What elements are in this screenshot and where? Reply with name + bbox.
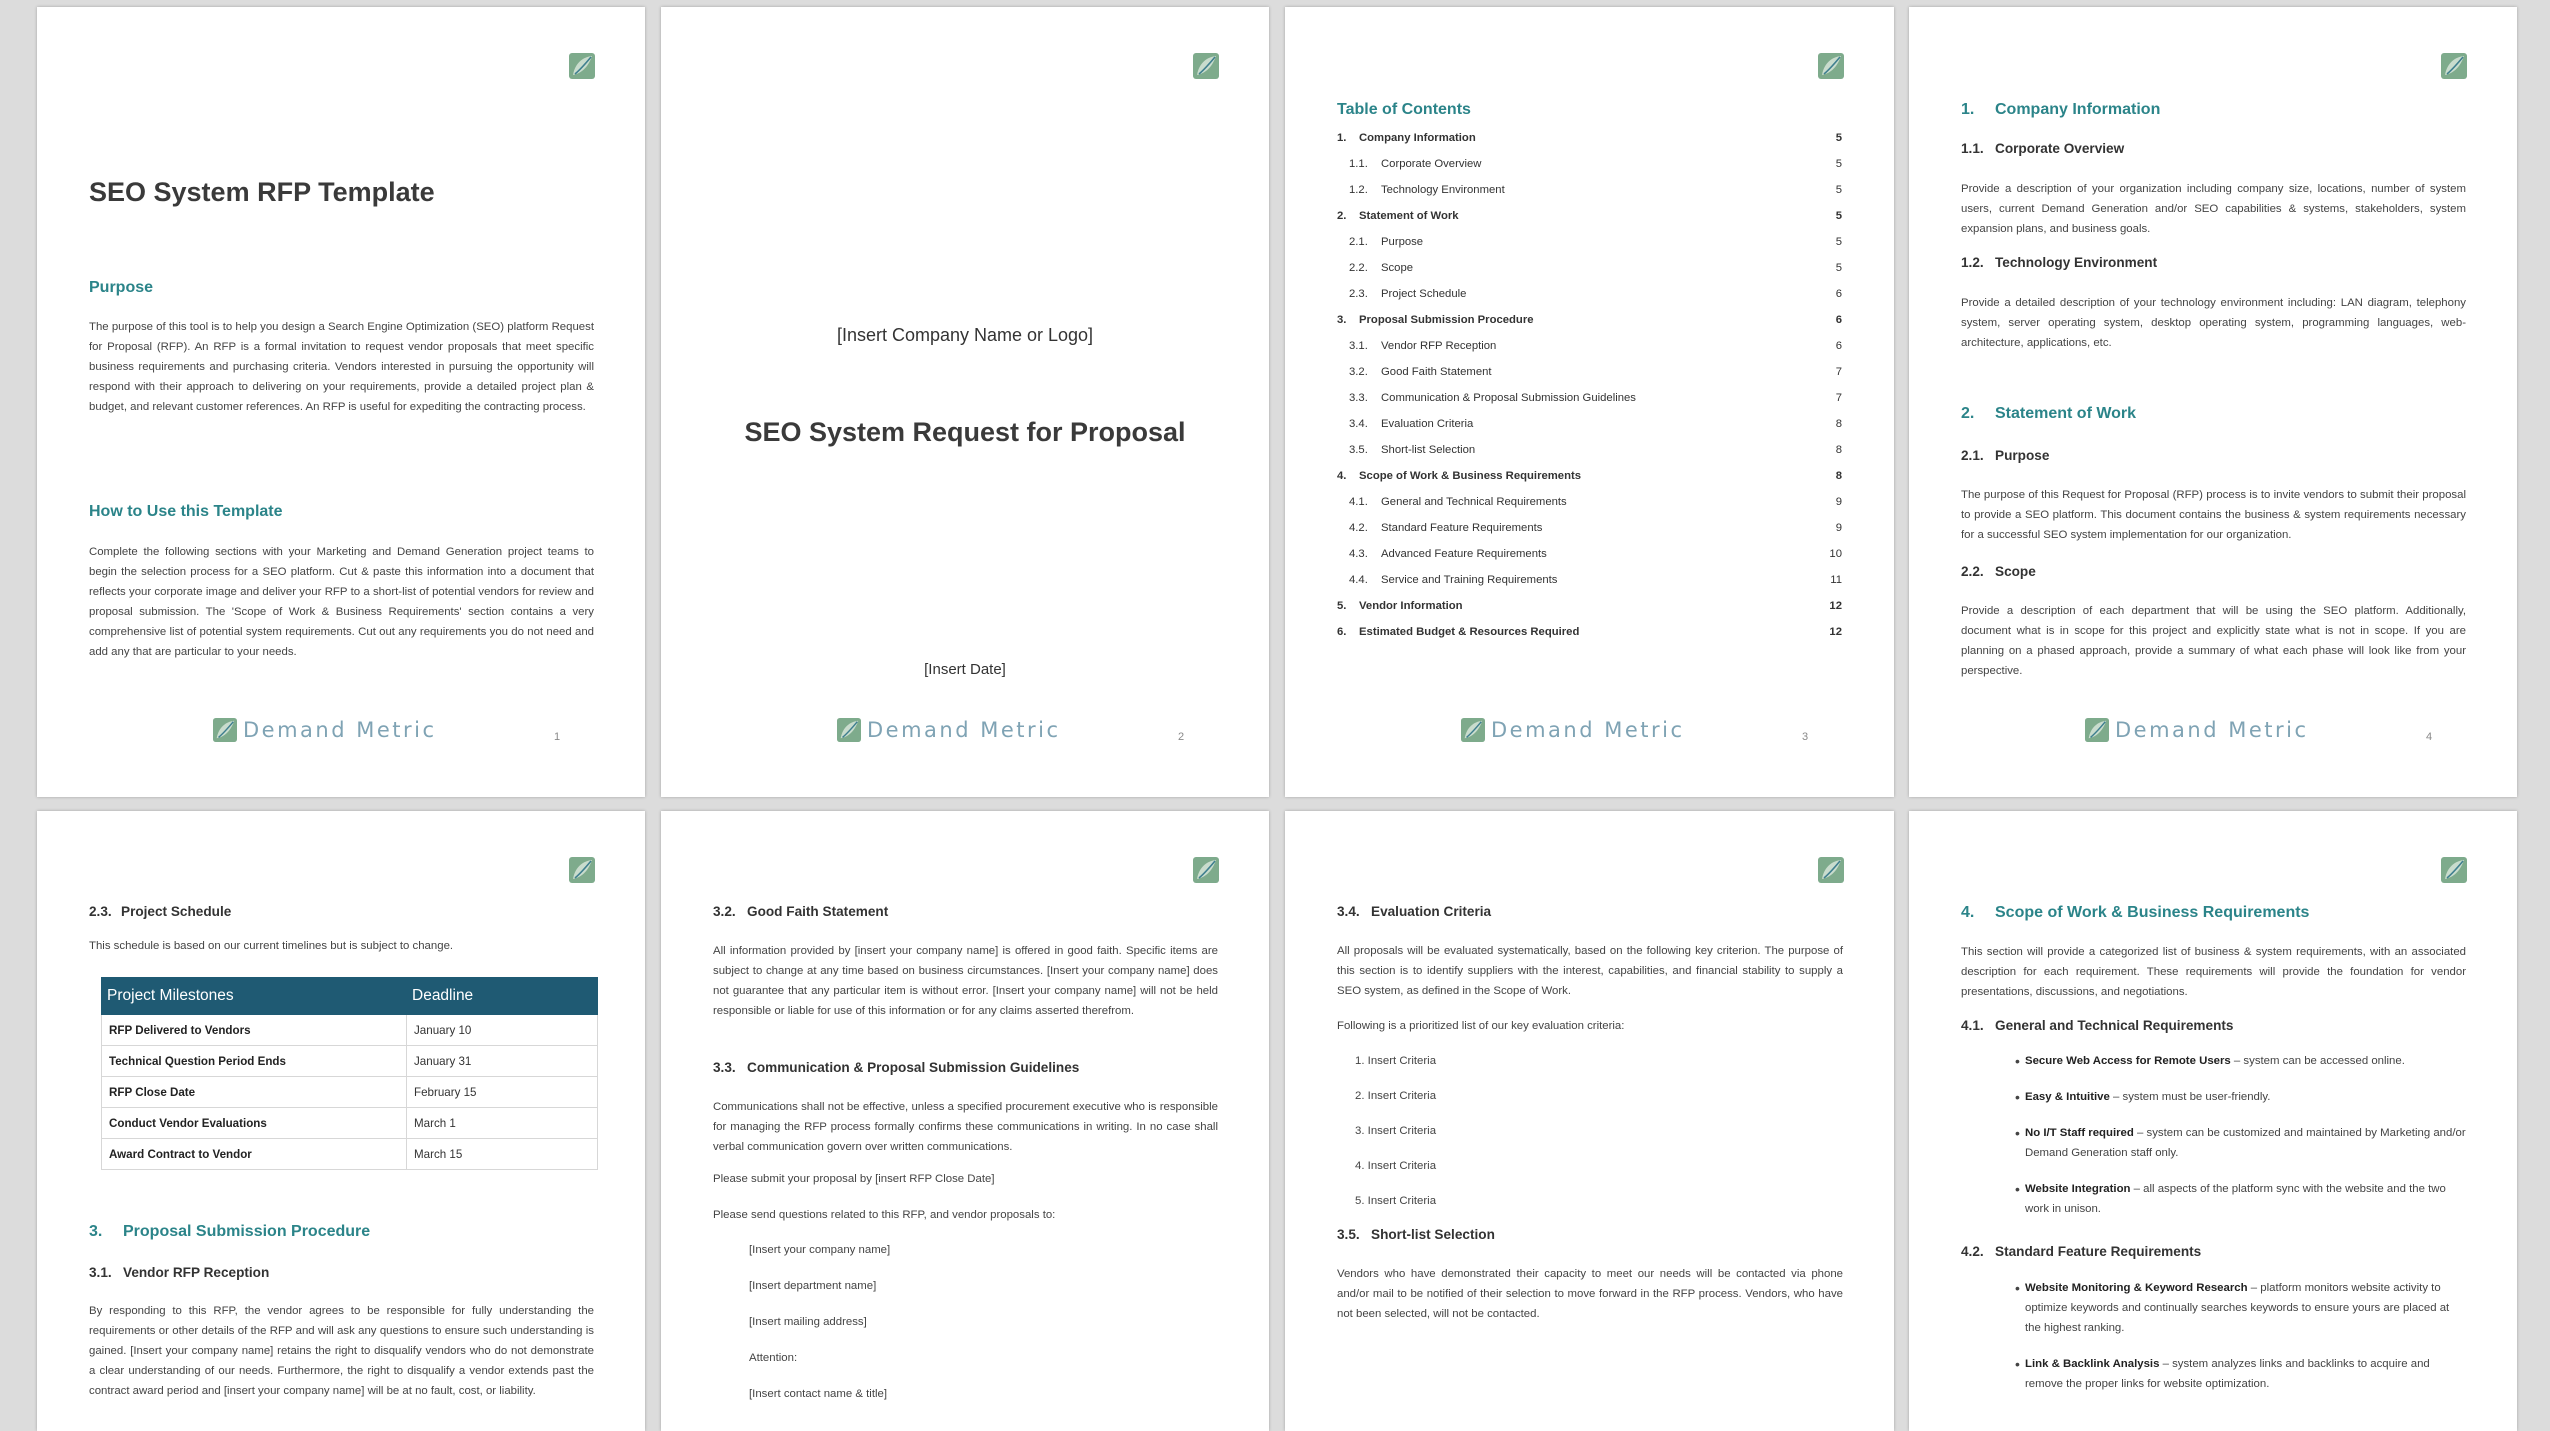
section-2-2-text: Provide a description of each department that will be using the SEO platform. Additionally, document what is in scope for this project and explicitly state what is not in scope. If you are planning on a phased approach, provide a summary of what each phase will look like from your perspective.	[1961, 605, 2466, 677]
cover-title: SEO System Request for Proposal	[744, 417, 1186, 447]
section-3-1-heading: 3.1. Vendor RFP Reception	[89, 1265, 270, 1280]
page-number: 2	[1178, 731, 1185, 743]
toc-entry-label: 1.1. Corporate Overview	[1349, 158, 1482, 170]
page-6	[661, 811, 1269, 1431]
toc-entry[interactable]	[1337, 411, 1842, 437]
section-1-2-text: Provide a detailed description of your technology environment including: LAN diagram, telephony system, server operating system, desktop operating system, programming languages, web-architecture, applications, etc.	[1961, 297, 2466, 349]
toc-entry-page: 8	[1835, 470, 1842, 482]
toc-entry-page: 6	[1835, 288, 1842, 300]
section-3-4-text: All proposals will be evaluated systematically, based on the following key criterion. The purpose of this section is to identify suppliers with the interest, capabilities, and financial stability to supply a SEO system, as defined in the Scope of Work.	[1337, 945, 1843, 997]
toc-entry-page: 11	[1830, 574, 1842, 586]
toc-entry[interactable]	[1337, 281, 1842, 307]
section-2-heading: 2. Statement of Work	[1961, 405, 2137, 422]
contact-line: Attention:	[749, 1352, 798, 1364]
toc-entry-page: 5	[1835, 210, 1842, 222]
toc-entry[interactable]	[1337, 567, 1842, 593]
toc-entry[interactable]	[1337, 125, 1842, 151]
footer-logo	[1461, 717, 1685, 743]
table-row	[102, 1015, 598, 1046]
toc-entry[interactable]	[1337, 515, 1842, 541]
demand-metric-leaf-icon	[2441, 53, 2467, 79]
page-5	[37, 811, 645, 1431]
toc-entry[interactable]	[1337, 619, 1842, 645]
toc-entry-page: 5	[1835, 236, 1842, 248]
footer-logo	[837, 717, 1061, 743]
toc-entry[interactable]	[1337, 463, 1842, 489]
page-number: 1	[554, 731, 561, 743]
list-item: 5. Insert Criteria	[1355, 1195, 1437, 1207]
demand-metric-leaf-icon	[569, 857, 595, 883]
bullet-icon: •	[2015, 1280, 2020, 1296]
list-item	[2015, 1123, 2466, 1163]
milestone-name: RFP Close Date	[102, 1077, 407, 1108]
milestones-table	[101, 977, 598, 1170]
bullet-icon: •	[2015, 1181, 2020, 1197]
company-placeholder: [Insert Company Name or Logo]	[836, 325, 1094, 345]
page-2	[661, 7, 1269, 797]
toc-entry-label: 4.1. General and Technical Requirements	[1349, 496, 1567, 508]
toc-entry-page: 6	[1835, 340, 1842, 352]
section-4-heading: 4. Scope of Work & Business Requirements	[1961, 904, 2310, 921]
demand-metric-leaf-icon	[1193, 857, 1219, 883]
contact-line: [Insert your company name]	[749, 1244, 891, 1256]
section-3-heading: 3. Proposal Submission Procedure	[89, 1223, 371, 1240]
page-7	[1285, 811, 1894, 1431]
list-item	[2015, 1278, 2466, 1338]
contact-line: [Insert department name]	[749, 1280, 877, 1292]
toc-entry-page: 12	[1829, 600, 1842, 612]
toc-entry-page: 6	[1835, 314, 1842, 326]
toc-entry-label: 1.2. Technology Environment	[1349, 184, 1505, 196]
toc-entry-page: 9	[1835, 522, 1842, 534]
toc-entry-label: 2.1. Purpose	[1349, 236, 1424, 248]
list-item-text: Easy & Intuitive – system must be user-friendly.	[2025, 1091, 2271, 1103]
toc-entry-label: 4.2. Standard Feature Requirements	[1349, 522, 1543, 534]
toc-entry-page: 8	[1835, 418, 1842, 430]
section-1-2-heading: 1.2. Technology Environment	[1961, 255, 2158, 270]
section-3-3-text: Communications shall not be effective, unless a specified procurement executive who is responsible for managing the RFP process formally confirms these communications in writing. In no case shall verbal communication govern over written communications.	[713, 1101, 1218, 1153]
toc-entry-label: 5. Vendor Information	[1337, 600, 1463, 612]
section-4-1-heading: 4.1. General and Technical Requirements	[1961, 1018, 2234, 1033]
brand-wordmark: Demand Metric	[1491, 718, 1685, 742]
section-2-3-heading: 2.3. Project Schedule	[89, 904, 232, 919]
list-item-text: No I/T Staff required – system can be customized and maintained by Marketing and/or Demand Generation staff only.	[2025, 1127, 2466, 1159]
demand-metric-leaf-icon	[837, 718, 861, 742]
list-item: 2. Insert Criteria	[1355, 1090, 1437, 1102]
toc-entry-label: 3. Proposal Submission Procedure	[1337, 314, 1534, 326]
toc-entry-page: 5	[1835, 132, 1842, 144]
demand-metric-leaf-icon	[1818, 53, 1844, 79]
list-item-text: Link & Backlink Analysis – system analyzes links and backlinks to acquire and remove the proper links for website optimization.	[2025, 1358, 2430, 1390]
toc-entry-label: 4.3. Advanced Feature Requirements	[1349, 548, 1547, 560]
questions-line: Please send questions related to this RFP, and vendor proposals to:	[713, 1209, 1056, 1221]
section-3-1-text: By responding to this RFP, the vendor agrees to be responsible for fully understanding the requirements or other details of the RFP and will ask any questions to ensure such understanding is gained. [Insert your company name] retains the right to disqualify vendors who do not demonstrate a clear understanding of our needs. Furthermore, the right to disqualify a vendor extends past the contract award period and [insert your company name] will be at no fault, cost, or liability.	[89, 1305, 594, 1397]
list-item: 4. Insert Criteria	[1355, 1160, 1437, 1172]
toc-entry[interactable]	[1337, 437, 1842, 463]
standard-requirements-list	[2015, 1278, 2466, 1410]
toc-entry[interactable]	[1337, 203, 1842, 229]
milestone-name: Award Contract to Vendor	[102, 1139, 407, 1170]
section-1-heading: 1. Company Information	[1961, 101, 2161, 118]
toc-entry[interactable]	[1337, 151, 1842, 177]
date-placeholder: [Insert Date]	[924, 661, 1006, 678]
section-3-2-heading: 3.2. Good Faith Statement	[713, 904, 889, 919]
section-3-2-text: All information provided by [insert your company name] is offered in good faith. Specific items are subject to change at any time based on business circumstances. [Insert your company name] does not guarantee that any particular item is without error. [Insert your company name] will not be held responsible or liable for use of this information or for any claims asserted therefrom.	[713, 945, 1218, 1017]
criteria-list	[1337, 1051, 1843, 1226]
section-3-5-text: Vendors who have demonstrated their capacity to meet our needs will be contacted via phone and/or mail to be notified of their selection to move forward in the RFP process. Vendors, who have not been selected, will not be contacted.	[1337, 1268, 1843, 1320]
section-1-1-heading: 1.1. Corporate Overview	[1961, 141, 2125, 156]
demand-metric-leaf-icon	[1461, 718, 1485, 742]
toc-entry-page: 12	[1829, 626, 1842, 638]
list-item	[2015, 1354, 2466, 1394]
toc-entry-label: 3.5. Short-list Selection	[1349, 444, 1476, 456]
toc-entry-label: 3.1. Vendor RFP Reception	[1349, 340, 1497, 352]
toc-entry-label: 3.3. Communication & Proposal Submission Guidelines	[1349, 392, 1636, 404]
toc-entry-label: 2.2. Scope	[1349, 262, 1414, 274]
general-requirements-list	[2015, 1051, 2466, 1235]
howto-text: Complete the following sections with your Marketing and Demand Generation project teams to begin the selection process for a SEO platform. Cut & paste this information into a document that reflects your corporate image and deliver your RFP to a short-list of potential vendors for review and proposal submission. The 'Scope of Work & Business Requirements' section contains a very comprehensive list of potential system requirements. Cut out any requirements you do not need and add any that are particular to your needs.	[89, 546, 594, 658]
toc-entry-label: 4. Scope of Work & Business Requirements	[1337, 470, 1582, 482]
toc-entry-page: 5	[1835, 158, 1842, 170]
list-item	[2015, 1179, 2466, 1219]
toc-entry[interactable]	[1337, 177, 1842, 203]
table-row	[102, 1046, 598, 1077]
section-2-3-text: This schedule is based on our current timelines but is subject to change.	[89, 940, 454, 952]
page-4	[1909, 7, 2517, 797]
page-1	[37, 7, 645, 797]
page-3	[1285, 7, 1894, 797]
howto-heading: How to Use this Template	[89, 503, 283, 520]
toc-entry[interactable]	[1337, 593, 1842, 619]
purpose-heading: Purpose	[89, 279, 154, 296]
toc-entry-label: 2.3. Project Schedule	[1349, 288, 1467, 300]
contact-line: [Insert mailing address]	[749, 1316, 867, 1328]
list-item: 1. Insert Criteria	[1355, 1055, 1437, 1067]
list-item-text: Website Integration – all aspects of the platform sync with the website and the two work in unison.	[2025, 1183, 2446, 1215]
section-1-1-text: Provide a description of your organization including company size, locations, number of system users, current Demand Generation and/or SEO capabilities & systems, stakeholders, system expansion plans, and business goals.	[1961, 183, 2466, 235]
footer-logo	[2085, 717, 2309, 743]
section-3-4-heading: 3.4. Evaluation Criteria	[1337, 904, 1492, 919]
table-header: Deadline	[407, 978, 598, 1015]
toc-entry-label: 6. Estimated Budget & Resources Required	[1337, 626, 1580, 638]
toc-entry-page: 5	[1835, 184, 1842, 196]
list-item-text: Secure Web Access for Remote Users – system can be accessed online.	[2025, 1055, 2405, 1067]
milestone-date: January 31	[407, 1046, 598, 1077]
table-row	[102, 1139, 598, 1170]
page-8	[1909, 811, 2517, 1431]
section-2-1-heading: 2.1. Purpose	[1961, 448, 2050, 463]
section-3-5-heading: 3.5. Short-list Selection	[1337, 1227, 1495, 1242]
contact-line: [Insert contact name & title]	[749, 1388, 888, 1400]
criteria-intro: Following is a prioritized list of our key evaluation criteria:	[1337, 1020, 1625, 1032]
milestone-date: February 15	[407, 1077, 598, 1108]
demand-metric-leaf-icon	[2085, 718, 2109, 742]
milestone-date: January 10	[407, 1015, 598, 1046]
toc-entry[interactable]	[1337, 307, 1842, 333]
table-of-contents	[1337, 125, 1842, 645]
submit-line: Please submit your proposal by [insert RFP Close Date]	[713, 1173, 995, 1185]
section-4-text: This section will provide a categorized list of business & system requirements, with an associated description for each requirement. These requirements will provide the foundation for vendor presentations, discussions, and negotiations.	[1961, 946, 2466, 998]
list-item	[2015, 1087, 2466, 1107]
milestone-name: Conduct Vendor Evaluations	[102, 1108, 407, 1139]
section-4-2-heading: 4.2. Standard Feature Requirements	[1961, 1244, 2202, 1259]
brand-wordmark: Demand Metric	[243, 718, 437, 742]
list-item: 3. Insert Criteria	[1355, 1125, 1437, 1137]
toc-entry-page: 5	[1835, 262, 1842, 274]
demand-metric-leaf-icon	[2441, 857, 2467, 883]
toc-entry[interactable]	[1337, 229, 1842, 255]
list-item-text: Website Monitoring & Keyword Research – platform monitors website activity to optimize keywords and continually searches keywords to ensure yours are placed at the highest ranking.	[2025, 1282, 2450, 1334]
toc-entry-page: 10	[1829, 548, 1842, 560]
toc-entry-page: 8	[1835, 444, 1842, 456]
section-2-1-text: The purpose of this Request for Proposal (RFP) process is to invite vendors to submit their proposal to provide a SEO platform. This document contains the business & system requirements necessary for a successful SEO system implementation for our organization.	[1961, 489, 2466, 541]
toc-entry[interactable]	[1337, 333, 1842, 359]
toc-entry-page: 9	[1835, 496, 1842, 508]
demand-metric-leaf-icon	[1818, 857, 1844, 883]
milestone-name: Technical Question Period Ends	[102, 1046, 407, 1077]
toc-entry[interactable]	[1337, 489, 1842, 515]
table-row	[102, 1077, 598, 1108]
milestone-date: March 15	[407, 1139, 598, 1170]
brand-wordmark: Demand Metric	[2115, 718, 2309, 742]
toc-entry[interactable]	[1337, 541, 1842, 567]
demand-metric-leaf-icon	[569, 53, 595, 79]
section-3-3-heading: 3.3. Communication & Proposal Submission Guidelines	[713, 1060, 1080, 1075]
milestone-name: RFP Delivered to Vendors	[102, 1015, 407, 1046]
bullet-icon: •	[2015, 1089, 2020, 1105]
list-item	[2015, 1051, 2466, 1071]
table-row	[102, 1108, 598, 1139]
toc-entry[interactable]	[1337, 359, 1842, 385]
milestone-date: March 1	[407, 1108, 598, 1139]
demand-metric-leaf-icon	[213, 718, 237, 742]
toc-entry[interactable]	[1337, 255, 1842, 281]
footer-logo	[213, 717, 437, 743]
table-header: Project Milestones	[102, 978, 407, 1015]
section-2-2-heading: 2.2. Scope	[1961, 564, 2036, 579]
document-title: SEO System RFP Template	[89, 177, 435, 207]
contact-list	[713, 1240, 1218, 1420]
page-number: 3	[1802, 731, 1809, 743]
toc-entry-page: 7	[1835, 392, 1842, 404]
toc-heading: Table of Contents	[1337, 101, 1471, 118]
bullet-icon: •	[2015, 1125, 2020, 1141]
toc-entry-label: 1. Company Information	[1337, 132, 1476, 144]
purpose-text: The purpose of this tool is to help you design a Search Engine Optimization (SEO) platform Request for Proposal (RFP). An RFP is a formal invitation to request vendor proposals that meet specific business requirements and purchasing criteria. Vendors interested in pursuing the opportunity will respond with their approach to delivering on your requirements, provide a detailed project plan & budget, and relevant customer references. An RFP is useful for expediting the contracting process.	[89, 321, 594, 413]
toc-entry[interactable]	[1337, 385, 1842, 411]
toc-entry-label: 2. Statement of Work	[1337, 210, 1459, 222]
brand-wordmark: Demand Metric	[867, 718, 1061, 742]
page-number: 4	[2426, 731, 2433, 743]
bullet-icon: •	[2015, 1356, 2020, 1372]
toc-entry-page: 7	[1835, 366, 1842, 378]
toc-entry-label: 4.4. Service and Training Requirements	[1349, 574, 1558, 586]
toc-entry-label: 3.4. Evaluation Criteria	[1349, 418, 1474, 430]
bullet-icon: •	[2015, 1053, 2020, 1069]
demand-metric-leaf-icon	[1193, 53, 1219, 79]
toc-entry-label: 3.2. Good Faith Statement	[1349, 366, 1492, 378]
